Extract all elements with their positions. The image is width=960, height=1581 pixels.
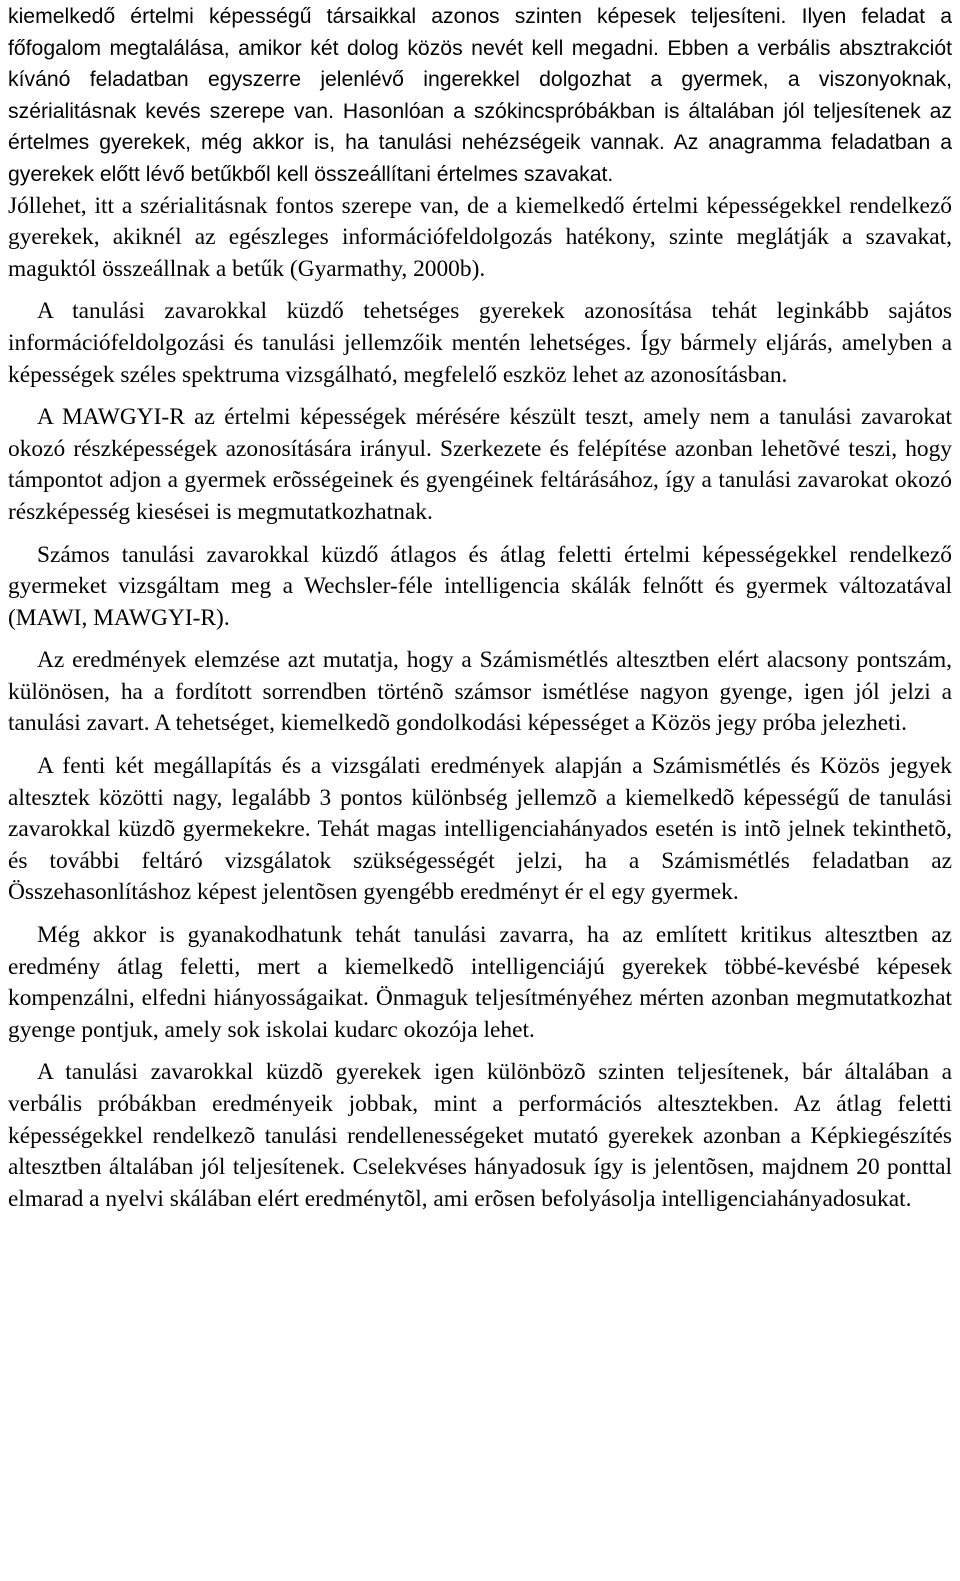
paragraph-4: A MAWGYI-R az értelmi képességek mérésére készült teszt, amely nem a tanulási zavarokat okozó részképességek azonosítására irányul. Szerkezete és felépítése azonban lehetõvé teszi, hogy támpontot adjon a gyermek erõsségeinek és gyengéinek feltárásához, így a tanulási zavarokat okozó részképesség kiesései is megmutatkozhatnak. [8,404,952,525]
paragraph-5: Számos tanulási zavarokkal küzdő átlagos és átlag feletti értelmi képességekkel rendelkező gyermeket vizsgáltam meg a Wechsler-féle intelligencia skálák felnőtt és gyermek változatával (MAWI, MAWGYI-R). [8,541,952,631]
paragraph-1: kiemelkedő értelmi képességű társaikkal azonos szinten képesek teljesíteni. Ilyen feladat a főfogalom megtalálása, amikor két dolog közös nevét kell megadni. Ebben a verbális absztrakciót kívánó feladatban egyszerre jelenlévő ingerekkel dolgozhat a gyermek, a viszonyoknak, szérialitásnak kevés szerepe van. Hasonlóan a szókincspróbákban is általában jól teljesítenek az értelmes gyerekek, még akkor is, ha tanulási nehézségeik vannak. Az anagramma feladatban a gyerekek előtt lévő betűkből kell összeállítani értelmes szavakat. [8,5,952,186]
paragraph-2: Jóllehet, itt a szérialitásnak fontos szerepe van, de a kiemelkedő értelmi képességekkel rendelkező gyerekek, akiknél az egészleges információfeldolgozás hatékony, szinte meglátják a szavakat, maguktól összeállnak a betűk (Gyarmathy, 2000b). [8,192,952,282]
paragraph-7: A fenti két megállapítás és a vizsgálati eredmények alapján a Számismétlés és Közös jegyek altesztek közötti nagy, legalább 3 pontos különbség jellemzõ a kiemelkedõ képességű de tanulási zavarokkal küzdõ gyermekekre. Tehát magas intelligenciahányados esetén is intõ jelnek tekinthetõ, és további feltáró vizsgálatok szükségességét jelzi, ha a Számismétlés feladatban az Összehasonlításhoz képest jelentõsen gyengébb eredményt ér el egy gyermek. [8,753,952,906]
paragraph-9: A tanulási zavarokkal küzdõ gyerekek igen különbözõ szinten teljesítenek, bár általában a verbális próbákban eredményeik jobbak, mint a performációs altesztekben. Az átlag feletti képességekkel rendelkezõ tanulási rendellenességeket mutató gyerekek azonban a Képkiegészítés altesztben általában jól teljesítenek. Cselekvéses hányadosuk így is jelentõsen, majdnem 20 ponttal elmarad a nyelvi skálában elért eredménytõl, ami erõsen befolyásolja intelligenciahányadosukat. [8,1059,952,1212]
paragraph-6: Az eredmények elemzése azt mutatja, hogy a Számismétlés altesztben elért alacsony pontszám, különösen, ha a fordított sorrendben történõ számsor ismétlése nagyon gyenge, igen jól jelzi a tanulási zavart. A tehetséget, kiemelkedõ gondolkodási képességet a Közös jegy próba jelezheti. [8,647,952,737]
paragraph-8: Még akkor is gyanakodhatunk tehát tanulási zavarra, ha az említett kritikus altesztben az eredmény átlag feletti, mert a kiemelkedõ intelligenciájú gyerekek többé-kevésbé képesek kompenzálni, elfedni hiányosságaikat. Önmaguk teljesítményéhez mérten azonban megmutatkozhat gyenge pontjuk, amely sok iskolai kudarc okozója lehet. [8,922,952,1043]
paragraph-3: A tanulási zavarokkal küzdő tehetséges gyerekek azonosítása tehát leginkább sajátos információfeldolgozási és tanulási jellemzőik mentén lehetséges. Így bármely eljárás, amelyben a képességek széles spektruma vizsgálható, megfelelő eszköz lehet az azonosításban. [8,298,952,388]
